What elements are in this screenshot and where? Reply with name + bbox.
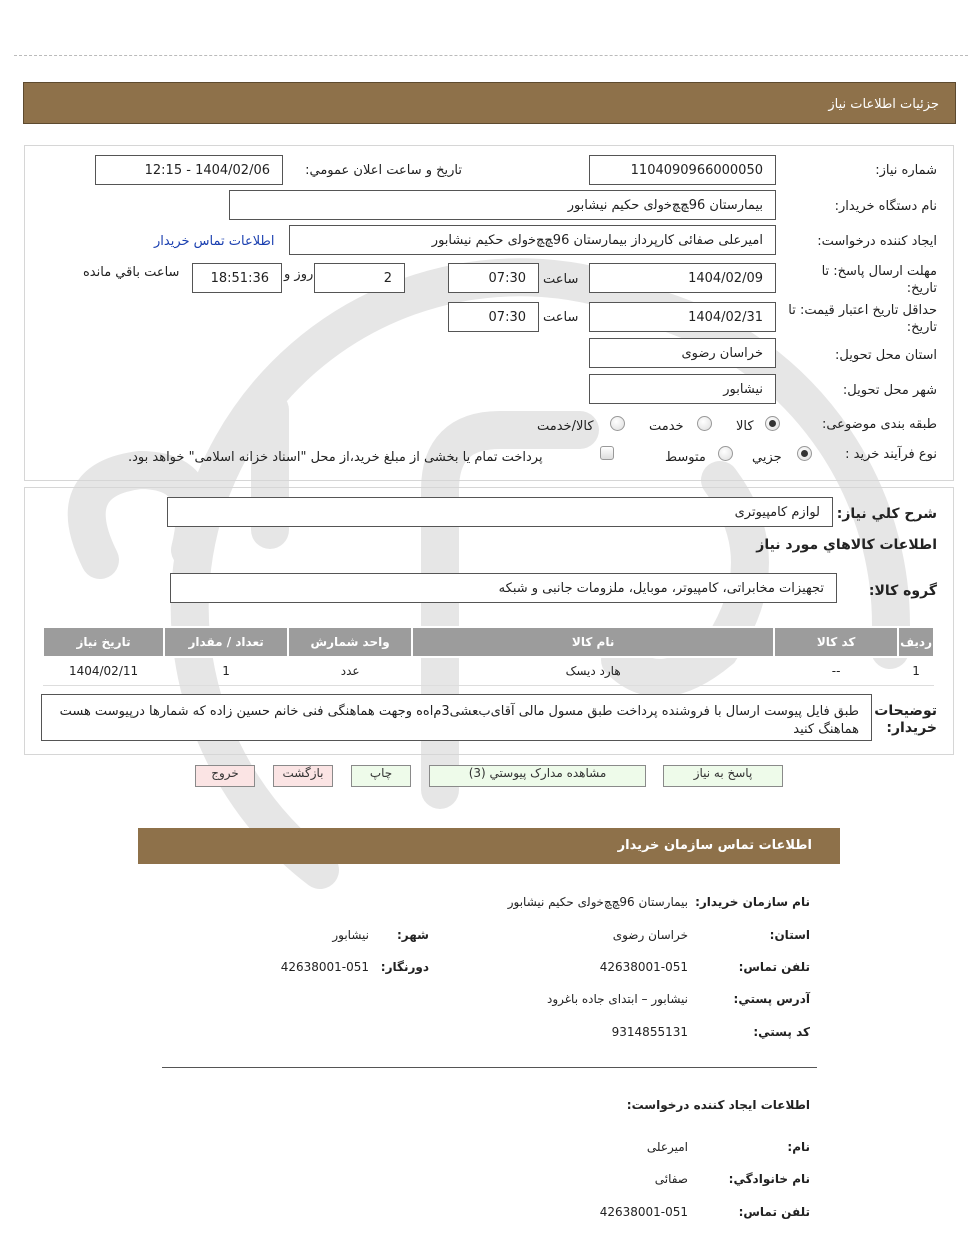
- contact-province-label: استان:: [769, 928, 810, 942]
- category-label: طبقه بندی موضوعی:: [821, 417, 937, 432]
- requester-field: امیرعلی صفائی کارپرداز بیمارستان 96ﭻﭻﺧﻭﻟی حکیم نیشابور: [289, 225, 776, 255]
- top-dotted-divider: [14, 55, 968, 56]
- general-description-label: شرح كلي نياز:: [836, 506, 937, 522]
- category-goods-radio[interactable]: [765, 416, 780, 431]
- time-remaining-field: 18:51:36: [192, 263, 282, 293]
- creator-family-value: صفائی: [654, 1172, 688, 1186]
- deadline-time-label: ساعت: [543, 272, 579, 287]
- goods-table: [42, 626, 935, 686]
- contact-phone-value: 42638001-051: [599, 960, 688, 974]
- cell-row: 1: [898, 657, 934, 685]
- process-medium-label: متوسط: [665, 450, 706, 465]
- delivery-province-field: خراسان رضوی: [589, 338, 776, 368]
- creator-info-title: اطلاعات ايجاد كننده درخواست:: [626, 1098, 810, 1112]
- goods-table-header: [43, 627, 934, 657]
- table-row: [43, 657, 934, 685]
- price-validity-time-label: ساعت: [543, 310, 579, 325]
- days-remaining-field: 2: [314, 263, 405, 293]
- cell-name: هارد دیسک: [412, 657, 774, 685]
- view-attachments-button[interactable]: مشاهده مدارک پيوستي (3): [429, 765, 646, 787]
- cell-date: 1404/02/11: [43, 657, 164, 685]
- print-button[interactable]: چاپ: [351, 765, 411, 787]
- category-service-label: خدمت: [649, 419, 684, 434]
- contact-divider: [162, 1067, 817, 1068]
- cell-qty: 1: [164, 657, 288, 685]
- cell-code: --: [774, 657, 898, 685]
- buyer-contact-title: اطلاعات تماس سازمان خريدار: [617, 838, 812, 853]
- category-goods-label: کالا: [736, 419, 754, 434]
- days-label: روز و: [284, 267, 314, 282]
- creator-family-label: نام خانوادگي:: [728, 1172, 810, 1186]
- contact-postal-value: 9314855131: [611, 1025, 688, 1039]
- announce-datetime-label: تاريخ و ساعت اعلان عمومي:: [305, 163, 462, 178]
- page-title: جزئيات اطلاعات نياز: [828, 97, 939, 112]
- price-validity-label: حداقل تاريخ اعتبار قيمت: تا تاريخ:: [788, 303, 937, 335]
- buyer-contact-link[interactable]: اطلاعات تماس خريدار: [154, 234, 275, 249]
- requester-label: ايجاد كننده درخواست:: [817, 234, 937, 249]
- treasury-payment-checkbox[interactable]: [600, 446, 614, 460]
- col-date: تاريخ نياز: [43, 627, 164, 657]
- process-minor-radio[interactable]: [797, 446, 812, 461]
- contact-fax-label: دورنگار:: [380, 960, 429, 974]
- deadline-label: مهلت ارسال پاسخ: تا تاريخ:: [821, 264, 937, 296]
- creator-phone-value: 42638001-051: [599, 1205, 688, 1219]
- process-medium-radio[interactable]: [718, 446, 733, 461]
- contact-org-label: نام سازمان خريدار:: [695, 895, 810, 909]
- col-name: نام كالا: [412, 627, 774, 657]
- buyer-notes-label: توضيحات خريدار:: [874, 703, 937, 736]
- price-validity-time-field: 07:30: [448, 302, 539, 332]
- category-goods-service-radio[interactable]: [610, 416, 625, 431]
- deadline-date-field: 1404/02/09: [589, 263, 776, 293]
- creator-phone-label: تلفن تماس:: [738, 1205, 810, 1219]
- price-validity-date-field: 1404/02/31: [589, 302, 776, 332]
- contact-province-value: خراسان رضوی: [612, 928, 688, 942]
- cell-unit: عدد: [288, 657, 412, 685]
- contact-city-value: نیشابور: [332, 928, 369, 942]
- general-description-field: لوازم کامپیوتری: [167, 497, 833, 527]
- contact-fax-value: 42638001-051: [280, 960, 369, 974]
- contact-phone-label: تلفن تماس:: [738, 960, 810, 974]
- col-qty: تعداد / مقدار: [164, 627, 288, 657]
- creator-name-label: نام:: [787, 1140, 810, 1154]
- delivery-city-label: شهر محل تحويل:: [842, 383, 937, 398]
- treasury-payment-note: پرداخت تمام یا بخشی از مبلغ خرید،از محل "اسناد خزانه اسلامی" خواهد بود.: [128, 450, 543, 465]
- page-header: [23, 82, 956, 124]
- contact-address-value: نیشابور – ابتدای جاده باغرود: [547, 992, 688, 1006]
- back-button[interactable]: بازگشت: [273, 765, 333, 787]
- goods-group-field: تجهیزات مخابراتی، کامپیوتر، موبایل، ملزومات جانبی و شبکه: [170, 573, 837, 603]
- buyer-contact-header: [138, 828, 840, 864]
- buyer-org-field: بیمارستان 96ﭻﭻﺧﻭﻟی حکیم نیشابور: [229, 190, 776, 220]
- time-remaining-label: ساعت باقي مانده: [83, 265, 180, 280]
- buyer-notes-field: طبق فایل پیوست ارسال با فروشنده پرداخت طبق مسول مالی آقایﺏﻌﺸﯽ3ﻡﺍﻩﻩ وجهت هماهنگی فنی خانم حسین زاده که شمارها درپیوست هست هماهنگ کنید: [41, 694, 872, 741]
- announce-datetime-field: 1404/02/06 - 12:15: [95, 155, 283, 185]
- contact-address-label: آدرس پستي:: [733, 992, 810, 1006]
- goods-group-label: گروه كالا:: [868, 583, 937, 599]
- contact-city-label: شهر:: [397, 928, 429, 942]
- col-code: كد كالا: [774, 627, 898, 657]
- creator-name-value: امیرعلی: [646, 1140, 688, 1154]
- category-goods-service-label: کالا/خدمت: [537, 419, 594, 434]
- exit-button[interactable]: خروج: [195, 765, 255, 787]
- process-type-label: نوع فرآيند خريد :: [845, 447, 937, 462]
- need-number-field: 1104090966000050: [589, 155, 776, 185]
- category-service-radio[interactable]: [697, 416, 712, 431]
- buyer-org-label: نام دستگاه خريدار:: [834, 199, 937, 214]
- contact-postal-label: كد پستي:: [753, 1025, 810, 1039]
- col-row: رديف: [898, 627, 934, 657]
- col-unit: واحد شمارش: [288, 627, 412, 657]
- reply-button[interactable]: پاسخ به نياز: [663, 765, 783, 787]
- delivery-city-field: نیشابور: [589, 374, 776, 404]
- process-minor-label: جزيي: [752, 450, 782, 465]
- goods-info-title: اطلاعات كالاهاي مورد نياز: [756, 537, 937, 553]
- need-number-label: شماره نياز:: [875, 163, 937, 178]
- delivery-province-label: استان محل تحويل:: [835, 348, 937, 363]
- contact-org-value: بیمارستان 96ﭻﭻﺧﻭﻟی حکیم نیشابور: [507, 895, 688, 909]
- deadline-time-field: 07:30: [448, 263, 539, 293]
